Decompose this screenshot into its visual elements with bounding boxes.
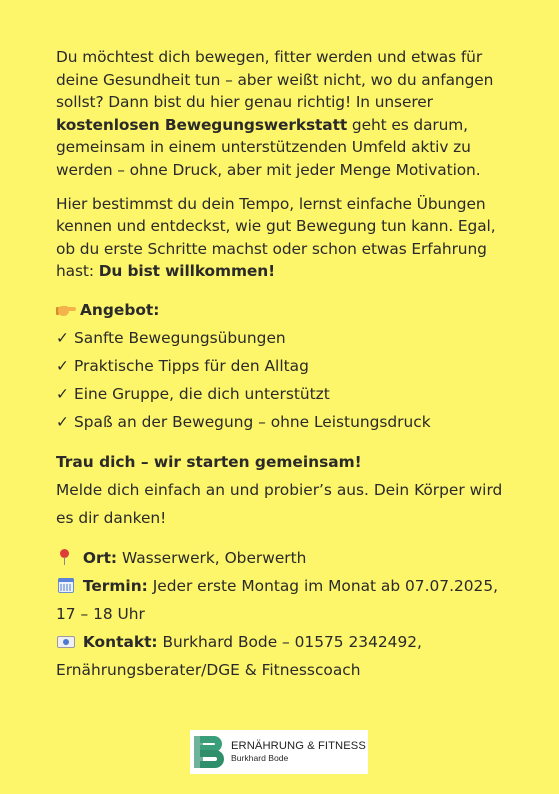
contact-value: Burkhard Bode – 01575 2342492, Ernährungsberater/DGE & Fitnesscoach bbox=[56, 632, 422, 679]
intro-paragraph-1 bbox=[56, 46, 512, 182]
intro-text: Du möchtest dich bewegen, fitter werden und etwas für deine Gesundheit tun – aber weißt nicht, wo du anfangen sollst? Dann bist du hier genau richtig! In unserer bbox=[56, 48, 494, 112]
contact-row bbox=[56, 628, 512, 684]
list-item-label: Eine Gruppe, die dich unterstützt bbox=[74, 384, 330, 403]
list-item bbox=[56, 408, 512, 436]
checkmark-icon: ✓ bbox=[56, 328, 69, 347]
welcome-text: Du bist willkommen! bbox=[98, 262, 276, 281]
date-label: Termin: bbox=[82, 576, 148, 595]
cta-text: Melde dich einfach an und probier’s aus. Dein Körper wird es dir danken! bbox=[56, 480, 503, 527]
contact-label: Kontakt: bbox=[82, 632, 158, 651]
list-item-label: Praktische Tipps für den Alltag bbox=[74, 356, 309, 375]
workshop-name: kostenlosen Bewegungswerkstatt bbox=[56, 115, 348, 134]
map-pin-icon bbox=[56, 549, 78, 565]
pointing-hand-icon bbox=[56, 301, 76, 319]
offer-list bbox=[56, 324, 512, 436]
contact-card-icon bbox=[56, 633, 78, 649]
list-item-label: Spaß an der Bewegung – ohne Leistungsdruck bbox=[74, 412, 431, 431]
logo-b-mark-icon bbox=[194, 733, 228, 771]
list-item bbox=[56, 324, 512, 352]
checkmark-icon: ✓ bbox=[56, 384, 69, 403]
list-item bbox=[56, 380, 512, 408]
checkmark-icon: ✓ bbox=[56, 356, 69, 375]
logo-text bbox=[231, 740, 366, 764]
brand-logo bbox=[190, 730, 368, 774]
event-info bbox=[56, 544, 512, 684]
intro-paragraph-2 bbox=[56, 193, 512, 283]
location-row bbox=[56, 544, 512, 572]
date-value: Jeder erste Montag im Monat ab 07.07.2025, 17 – 18 Uhr bbox=[56, 576, 499, 623]
location-value: Wasserwerk, Oberwerth bbox=[117, 548, 307, 567]
intro-text: geht es darum, gemeinsam in einem unterstützenden Umfeld aktiv zu werden – ohne Druck, aber mit jeder Menge Motivation. bbox=[56, 115, 481, 179]
flyer-content bbox=[56, 46, 512, 684]
location-label: Ort: bbox=[82, 548, 118, 567]
checkmark-icon: ✓ bbox=[56, 412, 69, 431]
offer-heading-label: Angebot: bbox=[80, 300, 160, 319]
date-row bbox=[56, 572, 512, 628]
intro-text: Hier bestimmst du dein Tempo, lernst einfache Übungen kennen und entdeckst, wie gut Bewegung tun kann. Egal, ob du erste Schritte machst oder schon etwas Erfahrung hast: bbox=[56, 194, 496, 281]
calendar-icon bbox=[56, 577, 78, 593]
cta-heading: Trau dich – wir starten gemeinsam! bbox=[56, 452, 362, 471]
offer-heading bbox=[56, 296, 512, 324]
logo-title: ERNÄHRUNG & FITNESS bbox=[231, 740, 366, 752]
list-item-label: Sanfte Bewegungsübungen bbox=[74, 328, 286, 347]
logo-subtitle: Burkhard Bode bbox=[231, 753, 289, 763]
list-item bbox=[56, 352, 512, 380]
